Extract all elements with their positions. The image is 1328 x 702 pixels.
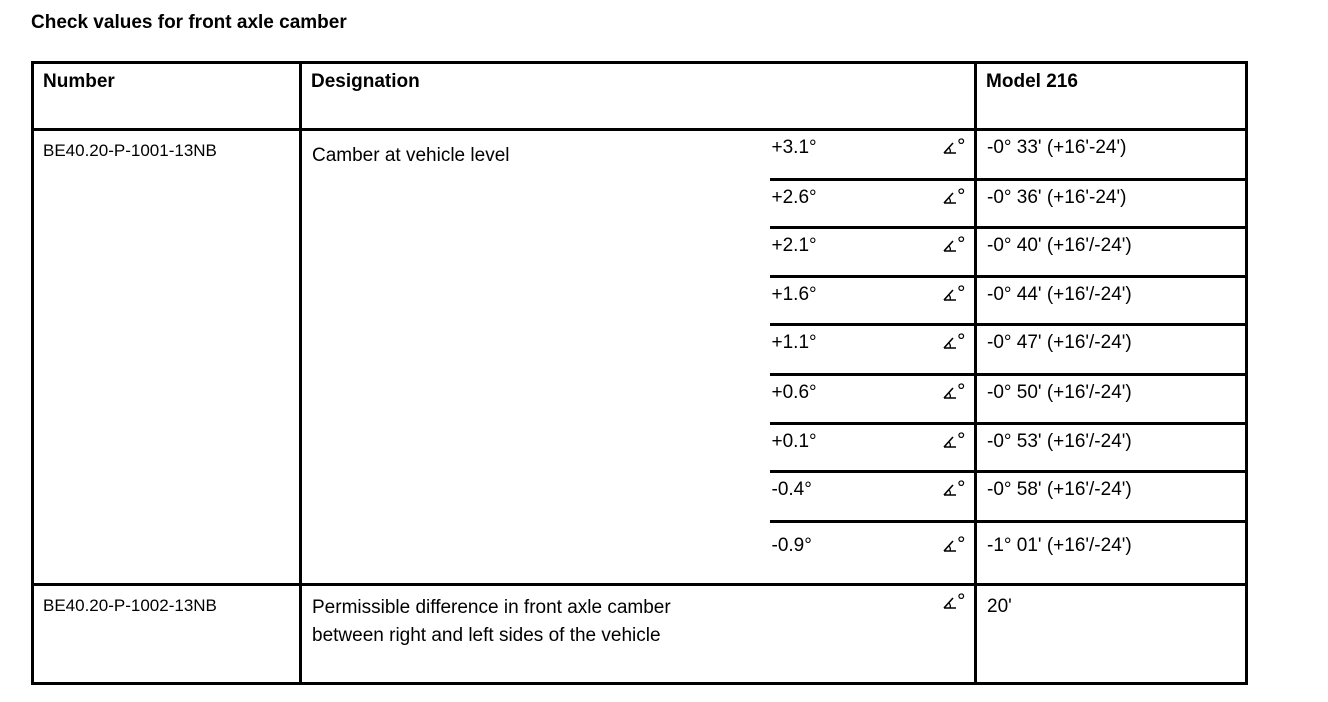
angle-icon <box>943 282 957 304</box>
angle-symbol-cell: ° <box>913 375 976 424</box>
number-cell: BE40.20-P-1002-13NB <box>33 585 301 684</box>
level-value: +2.1° <box>770 228 913 277</box>
angle-icon <box>943 429 957 451</box>
angle-icon <box>943 533 957 555</box>
level-value: +2.6° <box>770 180 913 228</box>
level-value: +1.1° <box>770 325 913 375</box>
angle-symbol-cell: ° <box>913 522 976 585</box>
model-value: -1° 01' (+16'/-24') <box>976 522 1247 585</box>
level-value: +1.6° <box>770 277 913 325</box>
model-value: -0° 53' (+16'/-24') <box>976 424 1247 472</box>
table-row <box>33 585 1247 684</box>
model-value: -0° 40' (+16'/-24') <box>976 228 1247 277</box>
angle-symbol-cell: ° <box>913 424 976 472</box>
designation-line: between right and left sides of the vehicle <box>312 625 661 646</box>
model-value: 20' <box>976 585 1247 684</box>
level-value: +0.6° <box>770 375 913 424</box>
header-designation: Designation <box>301 63 976 130</box>
angle-icon <box>943 135 957 157</box>
angle-symbol-cell: ° <box>913 228 976 277</box>
model-value: -0° 58' (+16'/-24') <box>976 472 1247 522</box>
number-cell: BE40.20-P-1001-13NB <box>33 130 301 585</box>
level-value: +3.1° <box>770 130 913 180</box>
model-value: -0° 36' (+16'-24') <box>976 180 1247 228</box>
designation-cell: Camber at vehicle level <box>301 130 770 585</box>
angle-icon <box>943 185 957 207</box>
table-row <box>33 130 1247 180</box>
level-value: -0.4° <box>770 472 913 522</box>
header-model: Model 216 <box>976 63 1247 130</box>
angle-icon <box>943 380 957 402</box>
angle-symbol-cell: ° <box>913 472 976 522</box>
angle-icon <box>943 590 957 612</box>
angle-symbol-cell: ° <box>913 585 976 684</box>
angle-icon <box>943 330 957 352</box>
page-title: Check values for front axle camber <box>31 12 347 33</box>
angle-icon <box>943 233 957 255</box>
model-value: -0° 47' (+16'/-24') <box>976 325 1247 375</box>
designation-line: Permissible difference in front axle camber <box>312 597 671 618</box>
header-row <box>33 63 1247 130</box>
designation-cell <box>301 585 913 684</box>
model-value: -0° 50' (+16'/-24') <box>976 375 1247 424</box>
angle-symbol-cell: ° <box>913 180 976 228</box>
angle-symbol-cell: ° <box>913 130 976 180</box>
header-number: Number <box>33 63 301 130</box>
level-value: +0.1° <box>770 424 913 472</box>
level-value: -0.9° <box>770 522 913 585</box>
model-value: -0° 44' (+16'/-24') <box>976 277 1247 325</box>
angle-symbol-cell: ° <box>913 325 976 375</box>
angle-symbol-cell: ° <box>913 277 976 325</box>
angle-icon <box>943 477 957 499</box>
model-value: -0° 33' (+16'-24') <box>976 130 1247 180</box>
camber-spec-table <box>31 61 1248 685</box>
